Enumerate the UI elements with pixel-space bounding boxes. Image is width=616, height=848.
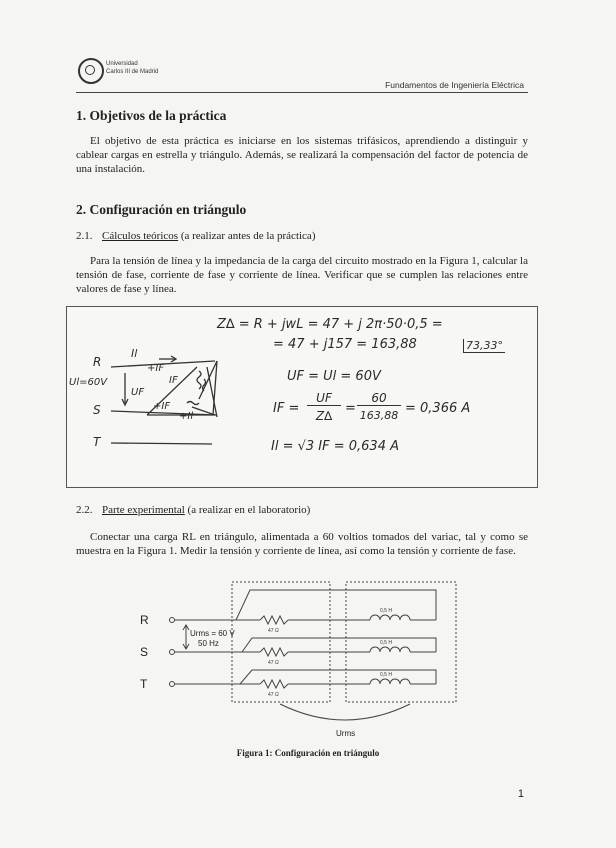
- section1-body: El objetivo de esta práctica es iniciarse en los sistemas trifásicos, aprendiendo a distinguir y cablear cargas en estrella y triángulo. Además, se realizará la compensación del factor de potencia de una instalación.: [76, 135, 528, 175]
- figure-resistor-r-label: 47 Ω: [268, 628, 279, 634]
- figure-resistor-s-label: 47 Ω: [268, 660, 279, 666]
- equation-phase-current-result: = 0,366 A: [405, 401, 471, 416]
- figure-voltage-label: Urms = 60 V: [190, 629, 235, 638]
- figure-inductor-s-label: 0,5 H: [380, 640, 392, 646]
- sketch-pif-label: +IF: [153, 401, 171, 412]
- sketch-il-label: Il: [131, 347, 138, 360]
- section1-title: 1. Objetivos de la práctica: [76, 108, 227, 123]
- figure-resistor-t-label: 47 Ω: [268, 692, 279, 698]
- figure-caption: Figura 1: Configuración en triángulo: [236, 748, 380, 758]
- section2-title: 2. Configuración en triángulo: [76, 202, 247, 217]
- figure-r-label: R: [140, 613, 149, 627]
- sketch-uf-label: UF: [131, 387, 145, 398]
- page-number: 1: [517, 788, 524, 800]
- figure-urms-label: Urms: [336, 729, 356, 738]
- university-seal-icon: [78, 58, 104, 84]
- figure-delta-circuit: [140, 580, 470, 740]
- figure-t-label: T: [140, 677, 148, 691]
- equation-frac2-num: 60: [357, 391, 401, 406]
- figure-inductor-r-label: 0,5 H: [380, 608, 392, 614]
- subsection-2-1-heading: 2.1. Cálculos teóricos (a realizar antes de la práctica): [76, 230, 316, 242]
- equation-frac1-den: Z∆: [315, 409, 333, 423]
- equation-frac2-den: 163,88: [359, 409, 399, 422]
- equation-frac1-num: UF: [307, 391, 341, 406]
- node-s-label: S: [93, 403, 101, 417]
- node-t-label: T: [93, 435, 101, 449]
- subsection-2-2-body: Conectar una carga RL en triángulo, alimentada a 60 voltios tomados del variac, tal y como se muestra en la Figura 1. Medir la tensión y corriente de línea, así como la tensión y corriente de fase.: [76, 531, 528, 557]
- figure-inductor-t-label: 0,5 H: [380, 672, 392, 678]
- course-title: Fundamentos de Ingeniería Eléctrica: [385, 80, 524, 90]
- header-divider: [76, 92, 528, 93]
- figure-s-label: S: [140, 645, 149, 659]
- university-name: Universidad Carlos III de Madrid: [106, 61, 159, 75]
- subsection-2-2-heading: 2.2. Parte experimental (a realizar en el laboratorio): [76, 504, 311, 516]
- figure-frequency-label: 50 Hz: [198, 639, 219, 648]
- node-r-label: R: [93, 355, 102, 369]
- sketch-if-label: +IF: [147, 363, 165, 374]
- sketch-pil-label: +Il: [179, 411, 194, 422]
- equation-impedance-result: = 47 + j157 = 163,88: [273, 337, 417, 352]
- equation-phase-voltage: UF = Ul = 60V: [287, 369, 381, 384]
- sketch-if2-label: IF: [169, 375, 178, 386]
- equation-impedance: Z∆ = R + jwL = 47 + j 2π·50·0,5 =: [217, 317, 443, 332]
- subsection-2-1-body: Para la tensión de línea y la impedancia de la carga del circuito mostrado en la Figura 1, calcular la tensión de fase, corriente de fase y corriente de línea. Verificar que se cumplen las relaciones entre valores de fase y línea.: [76, 255, 528, 295]
- equation-line-current: Il = √3 IF = 0,634 A: [271, 439, 400, 454]
- handwritten-solution: R S T Il +IF IF Ul=60V UF +IF +Il Z∆ = R + jwL = 47 + j 2π·50·0,5 = = 47 + j157 = 163,88 73,33° UF = Ul = 60V IF = UF Z∆ = 60 163,88 = 0,366 A Il = √3 IF = 0,634 A: [66, 306, 538, 488]
- equation-phase-current-lhs: IF =: [273, 401, 300, 416]
- equation-impedance-angle: 73,33°: [463, 339, 505, 353]
- sketch-ul-label: Ul=60V: [69, 377, 108, 388]
